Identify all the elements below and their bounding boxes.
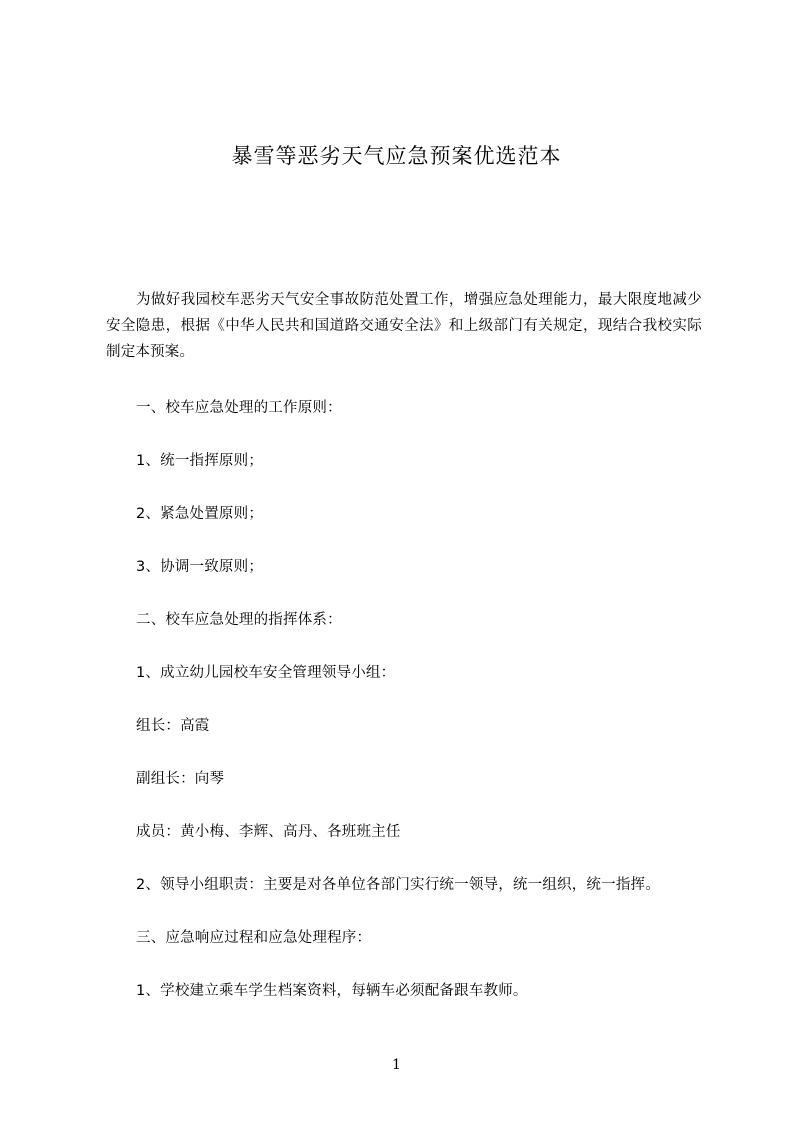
list-item-principle-3: 3、协调一致原则；	[136, 559, 264, 575]
section-heading-response-process: 三、应急响应过程和应急处理程序：	[136, 930, 372, 946]
list-item-group-duties: 2、领导小组职责：主要是对各单位各部门实行统一领导，统一组织，统一指挥。	[136, 877, 660, 893]
deputy-leader-line: 副组长：向琴	[136, 771, 225, 787]
list-item-principle-1: 1、统一指挥原则；	[136, 453, 264, 469]
intro-paragraph: 为做好我园校车恶劣天气安全事故防范处置工作，增强应急处理能力，最大限度地减少安全隐患，根据《中华人民共和国道路交通安全法》和上级部门有关规定，现结合我校实际制定本预案。	[106, 292, 702, 360]
section-heading-principles: 一、校车应急处理的工作原则：	[136, 400, 342, 416]
document-title: 暴雪等恶劣天气应急预案优选范本	[231, 144, 562, 168]
section-heading-command-system: 二、校车应急处理的指挥体系：	[136, 612, 342, 628]
list-item-principle-2: 2、紧急处置原则；	[136, 506, 264, 522]
members-line: 成员：黄小梅、李辉、高丹、各班班主任	[136, 824, 401, 840]
group-leader-line: 组长：高霞	[136, 718, 210, 734]
list-item-leadership-group: 1、成立幼儿园校车安全管理领导小组：	[136, 665, 396, 681]
page-number: 1	[392, 1057, 401, 1073]
list-item-student-records: 1、学校建立乘车学生档案资料，每辆车必须配备跟车教师。	[136, 983, 528, 999]
